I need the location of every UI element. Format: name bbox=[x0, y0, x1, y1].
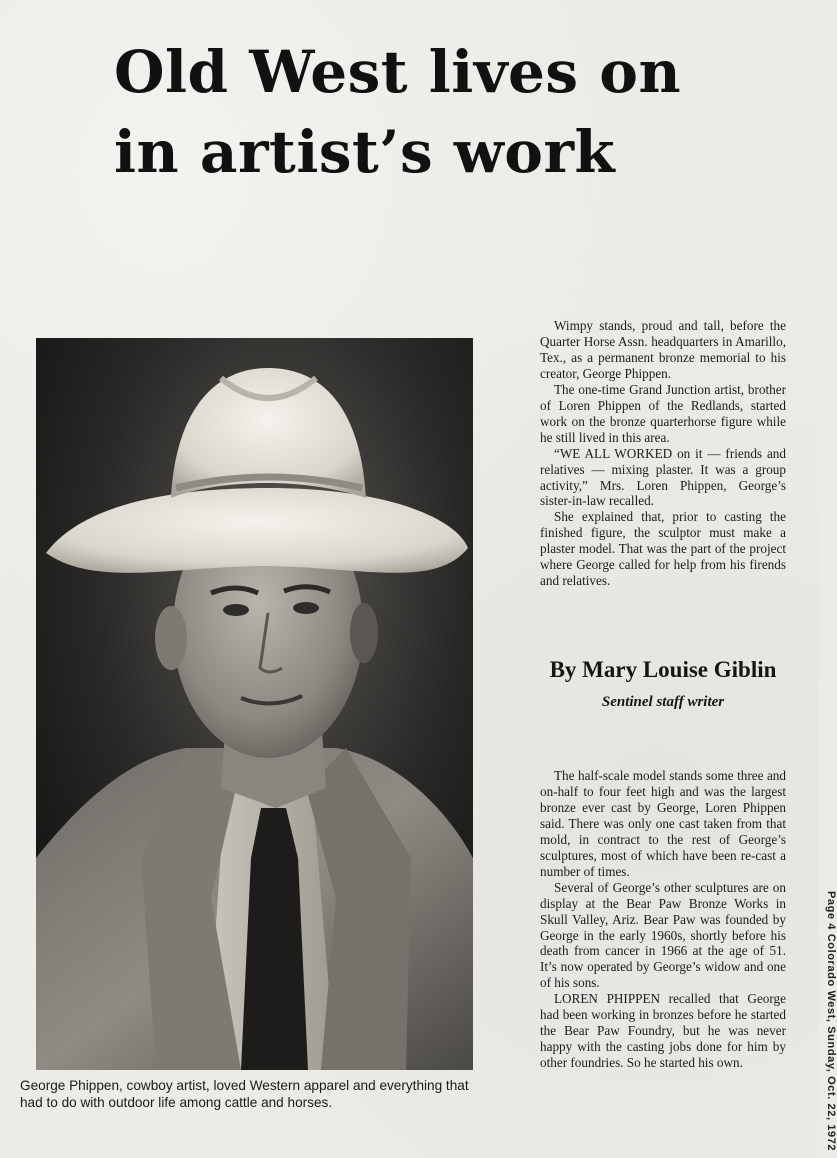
article-paragraph: She explained that, prior to casting the finished figure, the sculptor must make a plaster model. That was the part of the project where George called for help from his firends and relatives. bbox=[540, 509, 786, 589]
article-paragraph: LOREN PHIPPEN recalled that George had been working in bronzes before he started the Bear Paw Foundry, but he was never happy with the casting jobs done for him by other foundries. So he started his own. bbox=[540, 991, 786, 1071]
byline-role: Sentinel staff writer bbox=[601, 694, 725, 710]
article-paragraph: Wimpy stands, proud and tall, before the Quarter Horse Assn. headquarters in Amarillo, Tex., as a permanent bronze memorial to his creator, George Phippen. bbox=[540, 318, 786, 381]
byline bbox=[540, 652, 786, 712]
photo-caption: George Phippen, cowboy artist, loved Western apparel and everything that had to do with outdoor life among cattle and horses. bbox=[20, 1078, 469, 1110]
portrait-photo bbox=[36, 338, 473, 1070]
article-column-bottom bbox=[540, 768, 786, 1071]
article-paragraph: The one-time Grand Junction artist, brother of Loren Phippen of the Redlands, started work on the bronze quarterhorse figure while he still lived in this area. bbox=[540, 381, 786, 445]
page-folio: Page 4 Colorado West, Sunday, Oct. 22, 1972 bbox=[825, 891, 837, 1152]
article-paragraph: The half-scale model stands some three and on-half to four feet high and was the largest bronze ever cast by George, Loren Phippen said. There was only one cast taken from that mold, in contract to the rest of George’s sculptures, most of which have been re-cast a number of times. bbox=[540, 768, 786, 879]
portrait-photo-drawing bbox=[36, 338, 473, 1070]
byline-author: By Mary Louise Giblin bbox=[549, 657, 777, 682]
article-paragraph: “WE ALL WORKED on it — friends and relatives — mixing plaster. It was a group activity,” Mrs. Loren Phippen, George’s sister-in-law recalled. bbox=[540, 445, 786, 509]
headline bbox=[114, 32, 754, 192]
article-paragraph: Several of George’s other sculptures are on display at the Bear Paw Bronze Works in Skull Valley, Ariz. Bear Paw was founded by George in the early 1960s, shortly before his death from cancer in 1966 at the age of 51. It’s now operated by George’s widow and one of his sons. bbox=[540, 879, 786, 991]
headline-line-1: Old West lives on bbox=[114, 38, 682, 106]
article-column-top bbox=[540, 318, 786, 589]
headline-line-2: in artist’s work bbox=[114, 118, 616, 186]
